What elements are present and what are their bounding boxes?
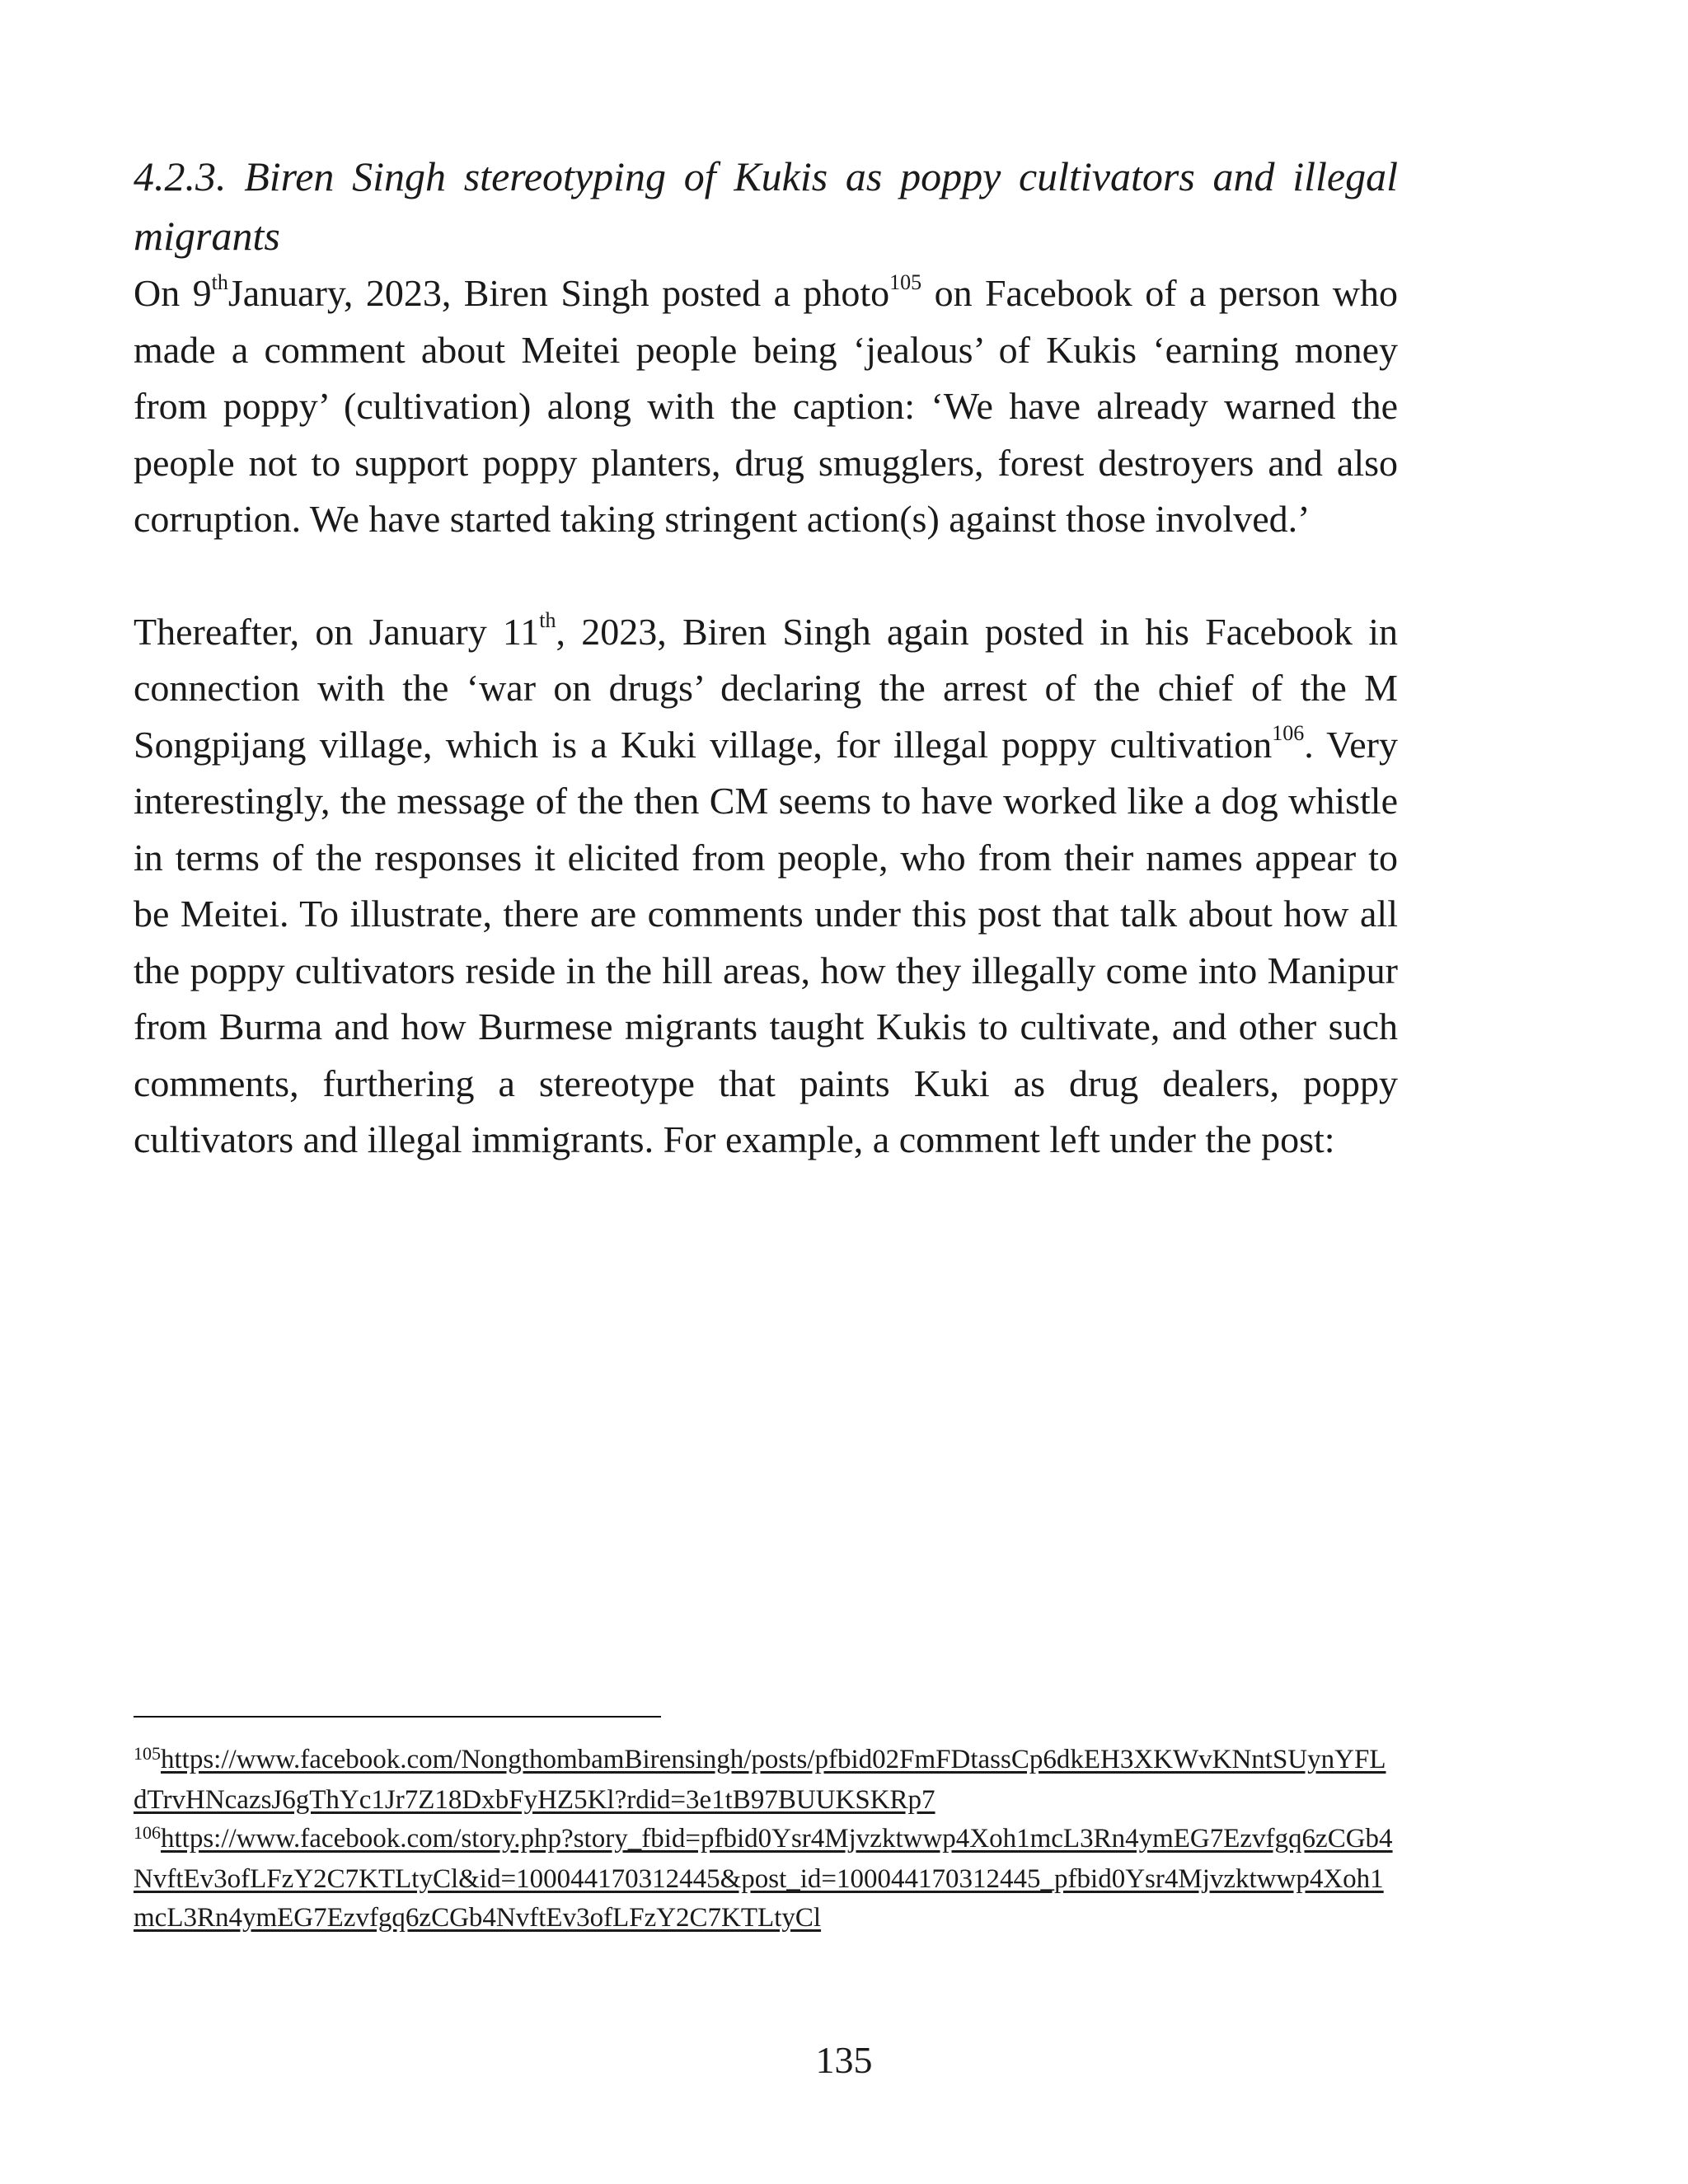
ordinal-suffix: th [539,608,556,633]
ordinal-suffix: th [211,269,228,294]
footnote-number: 106 [134,1822,161,1843]
footnote-number: 105 [134,1743,161,1764]
paragraph-1-text-a: On 9 [134,272,212,314]
paragraph-2-text-b: , 2023, Biren Singh again posted in his Facebook in connection with the ‘war on drugs’ declaring the arrest of the chief of the M Songpijang village, which is a Kuki village, for illegal poppy cultivation [134,610,1398,766]
page-number: 135 [815,2039,873,2081]
footnote-106 [134,1820,1398,1938]
paragraph-1-text-c: on Facebook of a person who made a comment about Meitei people being ‘jealous’ of Kukis ‘earning money from poppy’ (cultivation) along with the caption: ‘We have already warned the people not to support poppy planters, drug smugglers, forest destroyers and also corruption. We have started taking stringent action(s) against those involved.’ [134,272,1398,540]
footnote-link[interactable]: https://www.facebook.com/NongthombamBirensingh/posts/pfbid02FmFDtassCp6dkEH3XKWvKNntSUynYFLdTrvHNcazsJ6gThYc1Jr7Z18DxbFyHZ5Kl?rdid=3e1tB97BUUKSKRp7 [134,1745,1386,1815]
main-content [134,147,1398,1169]
footnote-105 [134,1741,1398,1820]
paragraph-2 [134,604,1398,1169]
footnote-separator [134,1716,661,1718]
paragraph-2-text-a: Thereafter, on January 11 [134,610,540,653]
paragraph-2-text-c: . Very interestingly, the message of the then CM seems to have worked like a dog whistle in terms of the responses it elicited from people, who from their names appear to be Meitei. To illustrate, there are comments under this post that talk about how all the poppy cultivators reside in the hill areas, how they illegally come into Manipur from Burma and how Burmese migrants taught Kukis to cultivate, and other such comments, furthering a stereotype that paints Kuki as drug dealers, poppy cultivators and illegal immigrants. For example, a comment left under the post: [134,723,1398,1160]
paragraph-1-text-b: January, 2023, Biren Singh posted a photo [227,272,890,314]
footnotes [134,1741,1398,1938]
paragraph-1 [134,265,1398,548]
section-heading: 4.2.3. Biren Singh stereotyping of Kukis as poppy cultivators and illegal migrants [134,153,1398,259]
footnote-link[interactable]: https://www.facebook.com/story.php?story_fbid=pfbid0Ysr4Mjvzktwwp4Xoh1mcL3Rn4ymEG7Ezvfgq6zCGb4NvftEv3ofLFzY2C7KTLtyCl&id=100044170312445&post_id=100044170312445_pfbid0Ysr4Mjvzktwwp4Xoh1mcL3Rn4ymEG7Ezvfgq6zCGb4NvftEv3ofLFzY2C7KTLtyCl [134,1824,1393,1933]
footnote-ref-106[interactable]: 106 [1272,721,1305,746]
footnote-ref-105[interactable]: 105 [889,269,922,294]
